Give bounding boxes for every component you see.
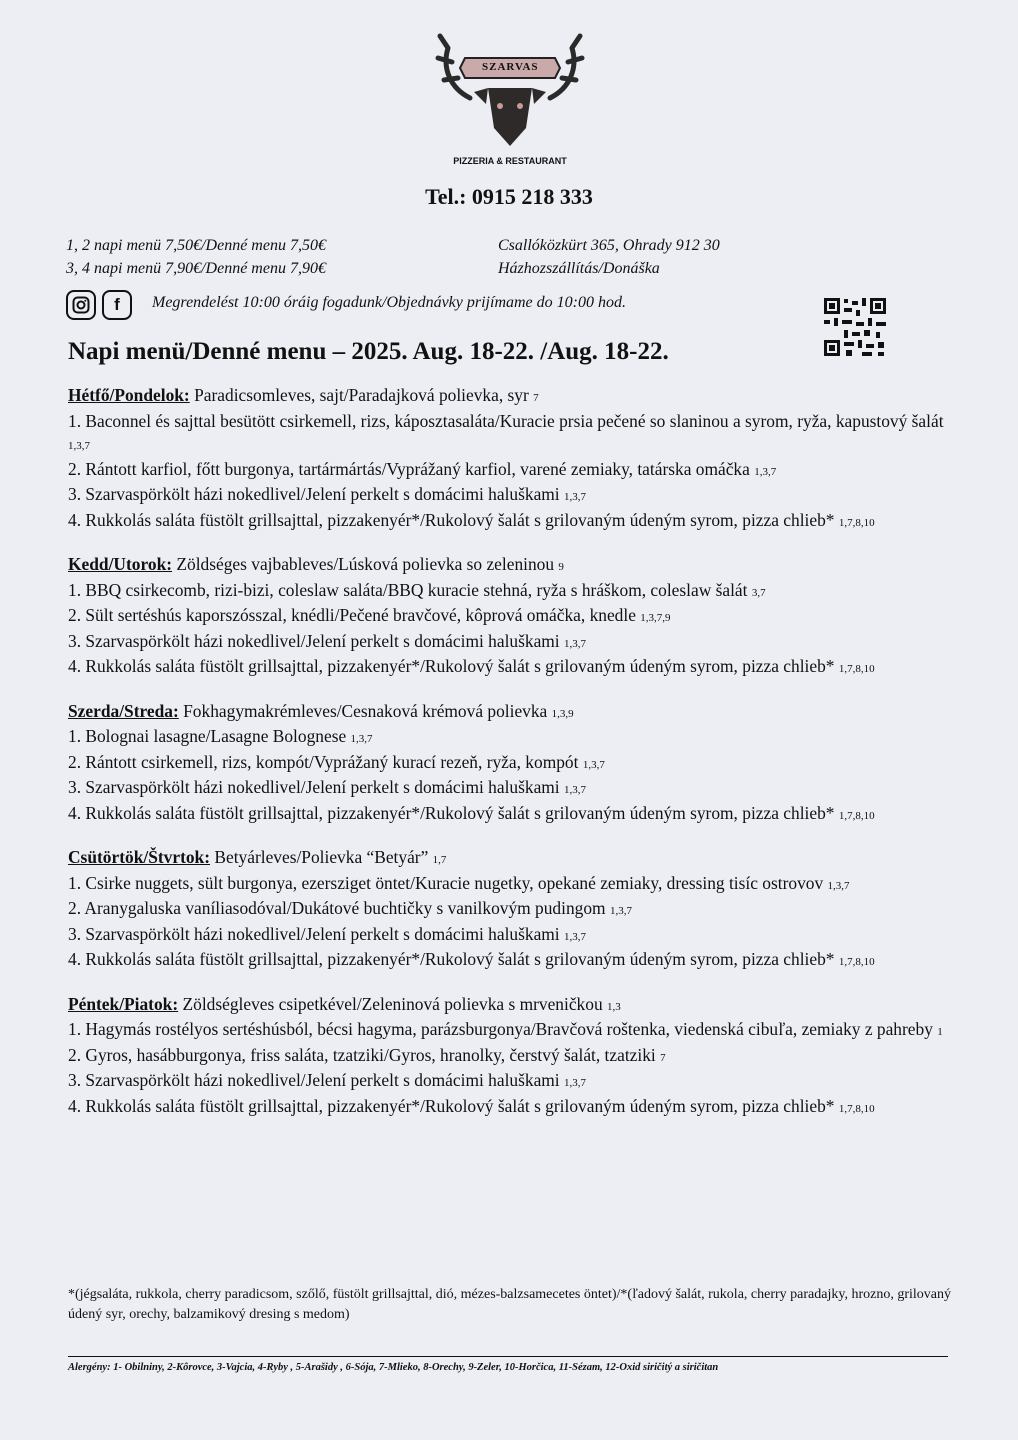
prices-block [66,234,326,280]
address-line: Csallóközkürt 365, Ohrady 912 30 [498,237,720,254]
menu-item: 4. Rukkolás saláta füstölt grillsajttal, pizzakenyér*/Rukolový šalát s grilovaným údeným syrom, pizza chlieb* 1,7,8,10 [68,656,875,676]
allergen-codes: 7 [533,392,539,404]
day-soup-line [68,384,948,410]
soup: Paradicsomleves, sajt/Paradajková polievka, syr [194,385,529,405]
menu-item: 1. Hagymás rostélyos sertéshúsból, bécsi hagyma, parázsburgonya/Bravčová roštenka, viedenská cibuľa, zemiaky z pahreby 1 [68,1019,943,1039]
day-name: Kedd/Utorok: [68,554,173,574]
price-line: 1, 2 napi menü 7,50€/Denné menu 7,50€ [66,237,326,254]
allergen-codes: 1,7,8,10 [838,663,875,675]
day-name: Hétfő/Pondelok: [68,385,190,405]
allergen-codes: 1,3,7 [564,1077,587,1089]
allergen-codes: 1,3,9 [551,707,574,720]
day-wednesday [68,700,948,828]
menu-item: 2. Rántott karfiol, főtt burgonya, tartármártás/Vyprážaný karfiol, varené zemiaky, tatárska omáčka 1,3,7 [68,458,777,479]
day-friday [68,993,948,1121]
menu-item: 3. Szarvaspörkölt házi nokedlivel/Jelení perkelt s domácimi haluškami 1,3,7 [68,923,587,944]
day-soup-line [68,993,948,1019]
instagram-icon[interactable] [66,290,96,320]
allergen-codes: 1,3,7 [564,784,587,796]
menu-item: 3. Szarvaspörkölt házi nokedlivel/Jelení perkelt s domácimi haluškami 1,3,7 [68,484,587,504]
day-name: Csütörtök/Štvrtok: [68,847,211,867]
day-name: Szerda/Streda: [68,700,179,721]
day-soup-line [68,846,948,872]
soup: Zöldséges vajbableves/Lúsková polievka so zeleninou [176,554,555,574]
soup: Betyárleves/Polievka “Betyár” [214,847,429,867]
allergen-codes: 1,3,7 [564,491,587,503]
menu-item: 1. Baconnel és sajttal besütött csirkemell, rizs, káposztasaláta/Kuracie prsia pečené so slaninou a syrom, ryža, kapustový šalát 1,3,7 [68,410,944,452]
weekly-menu [68,384,948,1139]
allergen-codes: 1,3,7 [350,733,373,745]
menu-item: 3. Szarvaspörkölt házi nokedlivel/Jelení perkelt s domácimi haluškami 1,3,7 [68,1070,587,1090]
day-tuesday [68,553,948,681]
menu-item: 4. Rukkolás saláta füstölt grillsajttal, pizzakenyér*/Rukolový šalát s grilovaným údeným syrom, pizza chlieb* 1,7,8,10 [68,802,875,823]
allergen-codes: 1,7,8,10 [838,809,875,822]
qr-code[interactable] [822,296,888,358]
price-line: 3, 4 napi menü 7,90€/Denné menu 7,90€ [66,260,326,277]
menu-item: 4. Rukkolás saláta füstölt grillsajttal, pizzakenyér*/Rukolový šalát s grilovaným údeným syrom, pizza chlieb* 1,7,8,10 [68,509,875,530]
allergen-codes: 1,7,8,10 [838,1102,875,1115]
allergen-codes: 1,3,7 [68,440,90,452]
menu-item: 4. Rukkolás saláta füstölt grillsajttal, pizzakenyér*/Rukolový šalát s grilovaným údeným syrom, pizza chlieb* 1,7,8,10 [68,949,875,969]
day-thursday [68,846,948,974]
menu-item: 1. BBQ csirkecomb, rizi-bizi, coleslaw saláta/BBQ kuracie stehná, ryža s hráškom, coleslaw šalát 3,7 [68,579,766,600]
soup: Zöldségleves csipetkével/Zeleninová polievka s mrveničkou [182,993,603,1014]
allergen-codes: 1,3 [607,1000,621,1013]
day-name: Péntek/Piatok: [68,993,179,1014]
menu-item: 3. Szarvaspörkölt házi nokedlivel/Jelení perkelt s domácimi haluškami 1,3,7 [68,777,587,797]
logo-name: SZARVAS [482,61,539,73]
menu-item: 2. Gyros, hasábburgonya, friss saláta, tzatziki/Gyros, hranolky, čerstvý šalát, tzatziki 7 [68,1044,666,1065]
allergen-codes: 3,7 [751,586,766,599]
day-monday [68,384,948,534]
menu-item: 1. Csirke nuggets, sült burgonya, ezersziget öntet/Kuracie nugetky, opekané zemiaky, dressing tisíc ostrovov 1,3,7 [68,872,850,893]
soup: Fokhagymakrémleves/Cesnaková krémová polievka [183,700,548,721]
menu-item: 2. Aranygaluska vaníliasodóval/Dukátové buchtičky s vanilkovým pudingom 1,3,7 [68,898,632,918]
allergen-codes: 9 [558,561,564,573]
facebook-icon[interactable]: f [102,290,132,320]
day-soup-line [68,553,948,579]
allergen-codes: 1,3,7 [582,758,605,771]
allergen-legend: Alergény: 1- Obilniny, 2-Kôrovce, 3-Vajcia, 4-Ryby , 5-Arašidy , 6-Sója, 7-Mlieko, 8-Orechy, 9-Zeler, 10-Horčica, 11-Sézam, 12-Oxid siričitý a siričitan [68,1362,719,1373]
allergen-codes: 7 [660,1051,666,1064]
delivery-line: Házhozszállítás/Donáška [498,260,660,277]
allergen-codes: 1,3,7 [827,879,850,892]
allergen-codes: 1,3,7 [564,930,587,943]
allergen-codes: 1,3,7 [564,637,587,650]
address-block [498,234,720,280]
allergen-codes: 1,7 [432,854,447,866]
allergen-codes: 1 [937,1026,943,1038]
logo-subtitle: PIZZERIA & RESTAURANT [453,156,567,166]
order-deadline-note: Megrendelést 10:00 óráig fogadunk/Objednávky prijímame do 10:00 hod. [152,294,626,311]
menu-item: 3. Szarvaspörkölt házi nokedlivel/Jelení perkelt s domácimi haluškami 1,3,7 [68,630,587,651]
allergen-codes: 1,3,7,9 [640,612,671,624]
menu-item: 4. Rukkolás saláta füstölt grillsajttal, pizzakenyér*/Rukolový šalát s grilovaným údeným syrom, pizza chlieb* 1,7,8,10 [68,1095,875,1116]
allergen-codes: 1,7,8,10 [838,516,875,529]
divider [68,1356,948,1357]
menu-item: 2. Rántott csirkemell, rizs, kompót/Vyprážaný kurací rezeň, ryža, kompót 1,3,7 [68,751,605,772]
day-soup-line [68,700,948,726]
menu-item: 1. Bolognai lasagne/Lasagne Bolognese 1,3,7 [68,726,373,746]
allergen-codes: 1,3,7 [609,905,632,917]
social-links [66,290,132,320]
allergen-codes: 1,7,8,10 [838,956,875,968]
salad-footnote: *(jégsaláta, rukkola, cherry paradicsom, szőlő, füstölt grillsajttal, dió, mézes-balzsamecetes öntet)/*(ľadový šalát, rukola, cherry paradajky, hrozno, grilovaný údený syr, orechy, balzamikový dresing s medom) [68,1287,951,1322]
allergen-codes: 1,3,7 [754,465,777,478]
restaurant-logo [430,28,590,178]
phone-number: Tel.: 0915 218 333 [425,184,593,209]
menu-item: 2. Sült sertéshús kaporszósszal, knédli/Pečené bravčové, kôprová omáčka, knedle 1,3,7,9 [68,605,671,625]
menu-title: Napi menü/Denné menu – 2025. Aug. 18-22. /Aug. 18-22. [68,338,669,365]
